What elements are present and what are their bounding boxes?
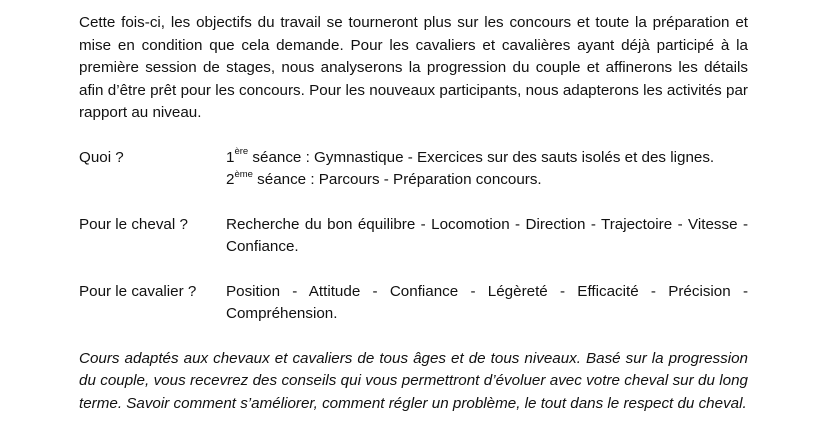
seance-1-number: 1	[226, 148, 235, 166]
quoi-label: Quoi ?	[79, 148, 124, 166]
intro-paragraph: Cette fois-ci, les objectifs du travail se tourneront plus sur les concours et toute la préparation et mise en condition que cela demande. Pour les cavaliers et cavalières ayant déjà participé à la première session de stages, nous analyserons la progression du couple et affinerons les détails afin d’être prêt pour les concours. Pour les nouveaux participants, nous adapterons les activités par rapport au niveau.	[79, 14, 748, 121]
seance-2-text: séance : Parcours - Préparation concours.	[252, 171, 542, 188]
cavalier-content: Position - Attitude - Confiance - Légèreté - Efficacité - Précision - Compréhension.	[226, 282, 748, 322]
note-paragraph: Cours adaptés aux chevaux et cavaliers de tous âges et de tous niveaux. Basé sur la progression du couple, vous recevrez des conseils qui vous permettront d’évoluer avec votre cheval sur du long terme. Savoir comment s’améliorer, comment régler un problème, le tout dans le respect du cheval.	[79, 349, 748, 412]
cavalier-row	[79, 281, 748, 326]
seance-2-ordinal: ème	[234, 168, 253, 180]
seance-1-ordinal: ère	[234, 146, 249, 158]
seance-2-line	[226, 169, 748, 192]
quoi-content	[226, 147, 748, 192]
cheval-row	[79, 214, 748, 259]
seance-1-text: séance : Gymnastique - Exercices sur des sauts isolés et des lignes.	[248, 148, 715, 166]
quoi-row	[79, 147, 748, 192]
cheval-label: Pour le cheval ?	[79, 215, 188, 233]
seance-2-number: 2	[226, 171, 235, 188]
cheval-content: Recherche du bon équilibre - Locomotion - Direction - Trajectoire - Vitesse - Confiance.	[226, 215, 748, 255]
seance-1-line	[226, 147, 748, 170]
cavalier-label: Pour le cavalier ?	[79, 282, 197, 300]
document-page	[79, 12, 748, 415]
